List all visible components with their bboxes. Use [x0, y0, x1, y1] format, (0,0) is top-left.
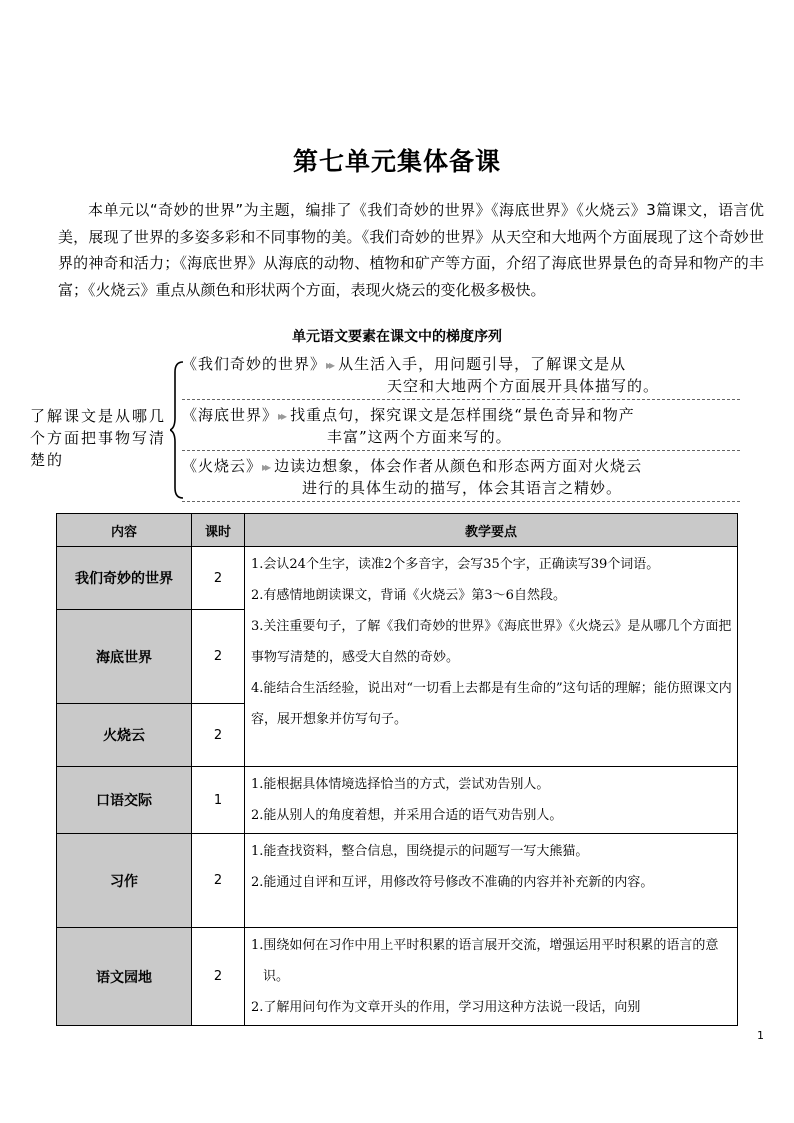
language-element-text: 了解课文是从哪几个方面把事物写清楚的	[30, 407, 167, 469]
page-title: 第七单元集体备课	[292, 147, 501, 176]
table-row	[57, 928, 738, 1026]
row-hours: 1	[192, 767, 245, 834]
diagram-lesson-2	[182, 405, 742, 448]
point-item: 1.能根据具体情境选择恰当的方式，尝试劝告别人。	[251, 777, 550, 792]
point-item: 1.围绕如何在习作中用上平时积累的语言展开交流，增强运用平时积累的语言的意识。	[251, 938, 719, 984]
double-arrow-icon: ▸▸	[262, 460, 269, 474]
point-item: 2.有感情地朗读课文，背诵《火烧云》第3～6自然段。	[251, 588, 566, 603]
row-points	[245, 834, 738, 928]
row-hours: 2	[192, 834, 245, 928]
point-item: 2.了解用问句作为文章开头的作用，学习用这种方法说一段话，向别	[251, 1000, 641, 1015]
lesson-name: 《火烧云》	[182, 457, 263, 475]
row-hours: 2	[192, 704, 245, 767]
row-name: 口语交际	[57, 767, 192, 834]
lesson-desc-line2: 天空和大地两个方面展开具体描写的。	[387, 377, 660, 395]
divider	[182, 399, 740, 400]
table-row	[57, 547, 738, 610]
point-item: 1.会认24个生字，读准2个多音字，会写35个字，正确读写39个词语。	[251, 557, 660, 572]
point-item: 2.能通过自评和互评，用修改符号修改不准确的内容并补充新的内容。	[251, 875, 654, 890]
point-item: 2.能从别人的角度着想，并采用合适的语气劝告别人。	[251, 808, 563, 823]
divider	[182, 450, 740, 451]
row-hours: 2	[192, 547, 245, 610]
lesson-desc-line2: 进行的具体生动的描写，体会其语言之精妙。	[302, 479, 623, 497]
row-name: 我们奇妙的世界	[57, 547, 192, 610]
row-name: 语文园地	[57, 928, 192, 1026]
point-item: 3.关注重要句子，了解《我们奇妙的世界》《海底世界》《火烧云》是从哪几个方面把事物写清楚的，感受大自然的奇妙。	[251, 619, 732, 665]
lesson-desc-line1: 从生活入手，用问题引导，了解课文是从	[338, 355, 627, 373]
row-points	[245, 928, 738, 1026]
divider	[182, 501, 740, 502]
intro-paragraph: 本单元以“奇妙的世界”为主题，编排了《我们奇妙的世界》《海底世界》《火烧云》3篇课文，语言优美，展现了世界的多姿多彩和不同事物的美。《我们奇妙的世界》从天空和大地两个方面展现了这个奇妙世界的神奇和活力；《海底世界》从海底的动物、植物和矿产等方面，介绍了海底世界景色的奇异和物产的丰富；《火烧云》重点从颜色和形状两个方面，表现火烧云的变化极多极快。	[58, 201, 764, 299]
teaching-plan-table	[56, 513, 738, 1026]
lesson-name: 《海底世界》	[182, 406, 279, 424]
header-content: 内容	[57, 514, 192, 547]
lesson-name: 《我们奇妙的世界》	[182, 355, 327, 373]
double-arrow-icon: ▸▸	[326, 358, 333, 372]
table-header-row	[57, 514, 738, 547]
row-hours: 2	[192, 610, 245, 704]
row-name: 习作	[57, 834, 192, 928]
header-points: 教学要点	[245, 514, 738, 547]
diagram-lesson-3	[182, 456, 742, 499]
point-item: 4.能结合生活经验，说出对“一切看上去都是有生命的”这句话的理解；能仿照课文内容，展开想象并仿写句子。	[251, 681, 732, 727]
double-arrow-icon: ▸▸	[278, 409, 285, 423]
header-hours: 课时	[192, 514, 245, 547]
row-name: 海底世界	[57, 610, 192, 704]
point-item: 1.能查找资料，整合信息，围绕提示的问题写一写大熊猫。	[251, 844, 589, 859]
row-points	[245, 547, 738, 767]
diagram-subtitle: 单元语文要素在课文中的梯度序列	[292, 329, 502, 345]
lesson-desc-line2: 丰富”这两个方面来写的。	[327, 428, 512, 446]
lesson-desc-line1: 找重点句，探究课文是怎样围绕“景色奇异和物产	[290, 406, 635, 424]
lesson-desc-line1: 边读边想象，体会作者从颜色和形态两方面对火烧云	[274, 457, 643, 475]
row-points	[245, 767, 738, 834]
page-number: 1	[757, 1029, 764, 1042]
row-name: 火烧云	[57, 704, 192, 767]
table-row	[57, 767, 738, 834]
diagram-lesson-1	[182, 354, 742, 397]
table-row	[57, 834, 738, 928]
row-hours: 2	[192, 928, 245, 1026]
